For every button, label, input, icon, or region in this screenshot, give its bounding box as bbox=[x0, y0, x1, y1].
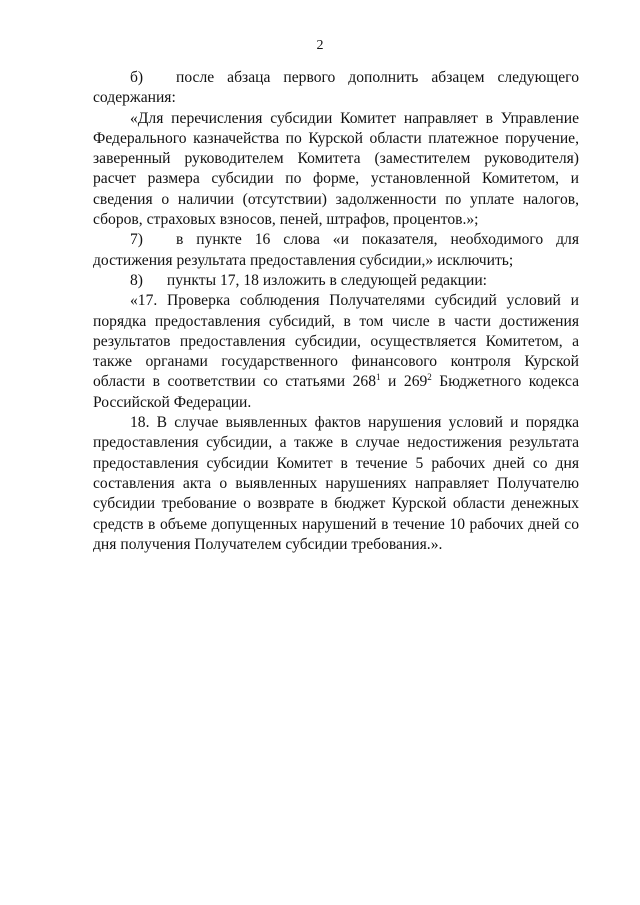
article-269 bbox=[404, 373, 432, 390]
item-7 bbox=[93, 230, 579, 271]
clause-17-tail: Бюджетного кодекса Российской Федерации. bbox=[93, 373, 580, 411]
clause-17-and: и bbox=[388, 373, 397, 391]
article-268-superscript: 1 bbox=[376, 372, 381, 383]
article-268-number: 268 bbox=[352, 373, 376, 391]
article-269-superscript: 2 bbox=[427, 372, 432, 383]
article-269-number: 269 bbox=[403, 373, 428, 391]
item-8-number: 8) bbox=[130, 271, 143, 289]
clause-17 bbox=[93, 291, 579, 413]
article-268 bbox=[353, 373, 381, 390]
clause-18: 18. В случае выявленных фактов нарушения условий и порядка предоставления субсидии, а также в случае недостижения результата предоставления субсидии Комитет в течение 5 рабочих дней со дня составления акта о выявленных нарушениях направляет Получателю субсидии требование о возврате в бюджет Курской области денежных средств в объеме допущенных нарушений в течение 10 рабочих дней со дня получения Получателем субсидии требования.». bbox=[93, 414, 579, 553]
document-body bbox=[93, 68, 579, 555]
paragraph-b bbox=[93, 68, 579, 109]
item-8-text: пункты 17, 18 изложить в следующей редакции: bbox=[166, 271, 488, 289]
item-8 bbox=[93, 271, 579, 291]
paragraph-b-text: после абзаца первого дополнить абзацем следующего содержания: bbox=[93, 69, 579, 107]
item-7-text: в пункте 16 слова «и показателя, необходимого для достижения результата предоставления субсидии,» исключить; bbox=[93, 231, 579, 269]
page-number: 2 bbox=[316, 38, 324, 53]
paragraph-b-label: б) bbox=[130, 69, 144, 86]
clause-17-text: «17. Проверка соблюдения Получателями субсидий условий и порядка предоставления субсидий, в том числе в части достижения результатов предоставления субсидии, осуществляется Комитетом, а также органами государственного финансового контроля Курской области в соответствии со статьями bbox=[93, 292, 579, 391]
item-7-number: 7) bbox=[130, 231, 143, 249]
quoted-paragraph: «Для перечисления субсидии Комитет направляет в Управление Федерального казначейства по Курской области платежное поручение, заверенный руководителем Комитета (заместителем руководителя) расчет размера субсидии по форме, установленной Комитетом, и сведения о наличии (отсутствии) задолженности по уплате налогов, сборов, страховых взносов, пеней, штрафов, процентов.»; bbox=[93, 109, 579, 229]
